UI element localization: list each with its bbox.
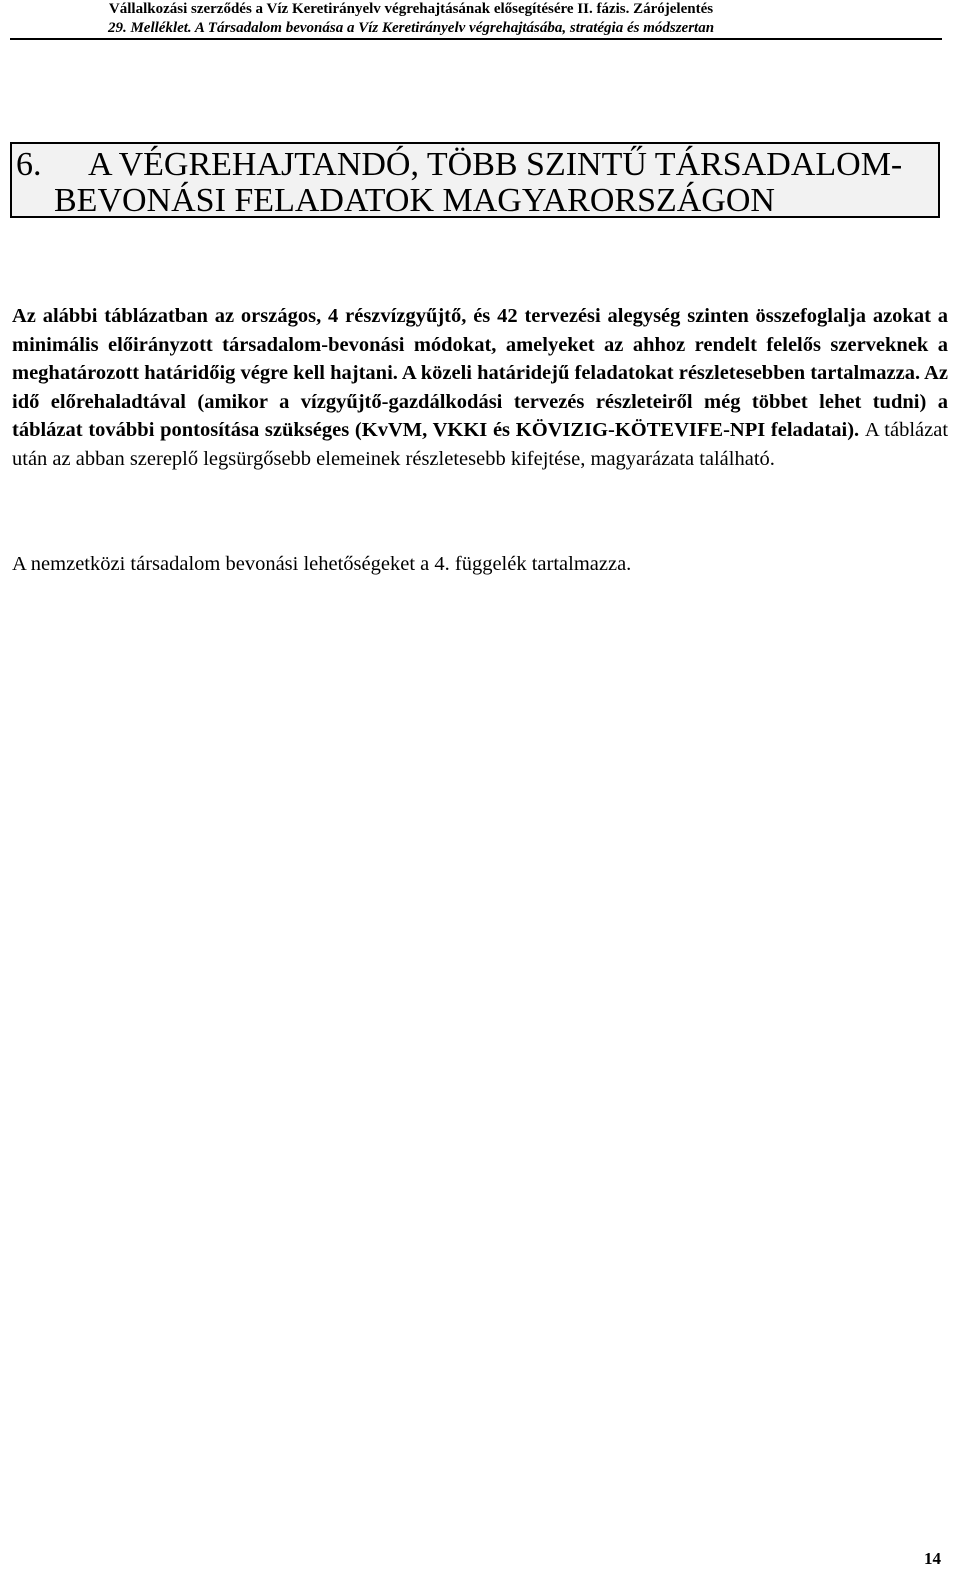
- chapter-title-line2: BEVONÁSI FELADATOK MAGYARORSZÁGON: [54, 182, 775, 219]
- chapter-title-line1: A VÉGREHAJTANDÓ, TÖBB SZINTŰ TÁRSADALOM-: [88, 146, 903, 183]
- header-line-contract: Vállalkozási szerződés a Víz Keretirányelv végrehajtásának elősegítésére II. fázis. Zárójelentés: [108, 1, 714, 17]
- chapter-number: 6.: [16, 146, 42, 183]
- running-header: [10, 0, 812, 38]
- paragraph-1-bold-text: Az alábbi táblázatban az országos, 4 részvízgyűjtő, és 42 tervezési alegység szinten összefoglalja azokat a minimális előirányzott társadalom-bevonási módokat, amelyeket az ahhoz rendelt felelős szerveknek a meghatározott határidőig végre kell hajtani. A közeli határidejű feladatokat részletesebben tartalmazza. Az idő előrehaladtával (amikor a vízgyűjtő-gazdálkodási tervezés részleteiről még többet lehet tudni) a táblázat további pontosítása szükséges (KvVM, VKKI és KÖVIZIG-KÖTEVIFE-NPI feladatai).: [12, 305, 948, 442]
- body-paragraph-2: A nemzetközi társadalom bevonási lehetőségeket a 4. függelék tartalmazza.: [12, 553, 632, 575]
- header-line-annex: 29. Melléklet. A Társadalom bevonása a Víz Keretirányelv végrehajtásába, stratégia és módszertan: [107, 20, 715, 36]
- body-paragraph-1: [12, 302, 948, 474]
- chapter-heading-box: [10, 142, 940, 218]
- chapter-heading-row1: [16, 147, 938, 183]
- paragraph-1-normal-text: A táblázat után az abban szereplő legsürgősebb elemeinek részletesebb kifejtése, magyarázata található.: [12, 419, 949, 470]
- header-rule: [10, 38, 942, 40]
- page-number: 14: [924, 1549, 941, 1568]
